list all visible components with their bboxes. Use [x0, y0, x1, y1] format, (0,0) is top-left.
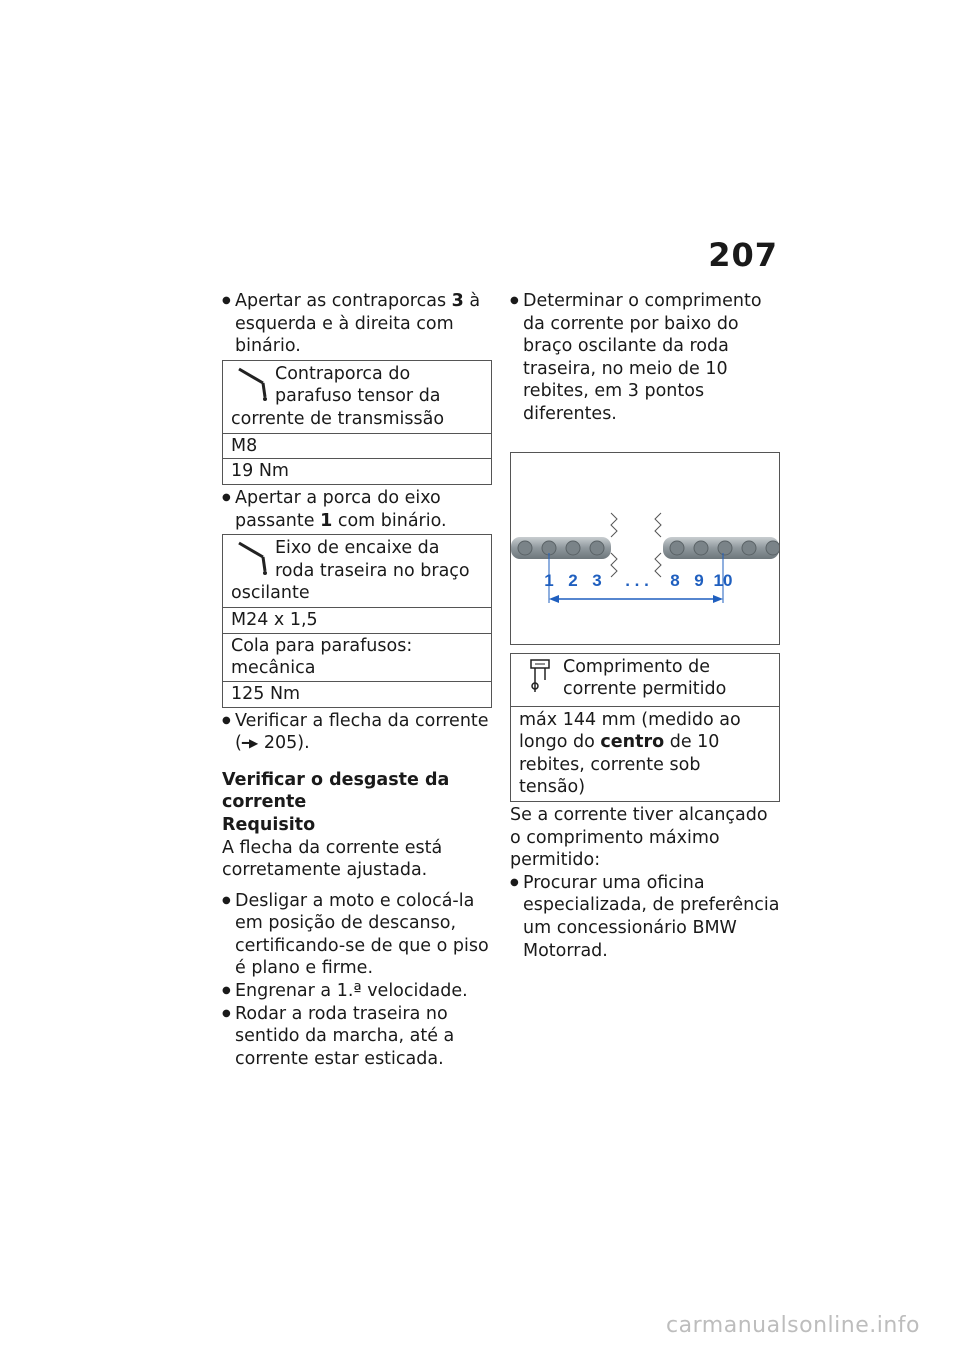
- torque-spec-table: [222, 534, 492, 707]
- section-heading: Verificar o desgaste da corrente: [222, 769, 450, 813]
- list-item: ● Apertar as contraporcas 3 à esquerda e à direita com binário.: [222, 290, 492, 358]
- spec-row: Cola para parafusos: mecânica: [223, 633, 491, 681]
- list-item: ● Rodar a roda traseira no sentido da marcha, até a corrente estar esticada.: [222, 1003, 492, 1071]
- spec-row: máx 144 mm (medido ao longo do centro de 10 rebites, corrente sob tensão): [511, 706, 779, 801]
- torque-spec-table: [222, 360, 492, 485]
- chain-length-spec-table: [510, 653, 780, 802]
- rivet-label: . . .: [625, 570, 649, 590]
- watermark: carmanualsonline.info: [666, 1313, 920, 1338]
- spec-row: 19 Nm: [223, 458, 491, 484]
- chain-illustration: [511, 453, 779, 644]
- spec-row: M24 x 1,5: [223, 607, 491, 633]
- measurement-gauge-icon: [519, 656, 561, 696]
- list-item: ● Verificar a flecha da corrente (━▶ 205).: [222, 710, 492, 755]
- page-number: 207: [708, 236, 778, 274]
- rivet-label: 9: [694, 570, 704, 590]
- spec-header: Contraporca do parafuso tensor da corrente de transmissão: [231, 363, 445, 429]
- torque-wrench-icon: [231, 537, 273, 577]
- rivet-label: 1: [544, 570, 554, 590]
- page-reference-link[interactable]: 205).: [263, 733, 310, 754]
- rivet-label: 2: [568, 570, 578, 590]
- list-item: ● Determinar o comprimento da corrente por baixo do braço oscilante da roda traseira, no meio de 10 rebites, em 3 pontos diferentes.: [510, 290, 780, 426]
- paragraph: A flecha da corrente está corretamente ajustada.: [222, 837, 443, 881]
- left-column: [222, 290, 492, 1070]
- page-reference-arrow-icon: ━▶: [241, 736, 259, 751]
- rivet-label: 10: [713, 570, 733, 590]
- paragraph: Se a corrente tiver alcançado o comprimento máximo permitido:: [510, 804, 768, 871]
- torque-wrench-icon: [231, 363, 273, 403]
- spec-header: Eixo de encaixe da roda traseira no braço oscilante: [231, 538, 470, 604]
- chain-measurement-figure: [510, 452, 780, 645]
- subheading: Requisito: [222, 814, 316, 835]
- spec-header: Comprimento de corrente permitido: [511, 654, 779, 706]
- list-item: ● Apertar a porca do eixo passante 1 com binário.: [222, 487, 492, 532]
- list-item: ● Procurar uma oficina especializada, de preferência um concessionário BMW Motorrad.: [510, 872, 780, 962]
- right-column: [510, 290, 780, 962]
- spec-row: M8: [223, 433, 491, 459]
- spec-row: 125 Nm: [223, 681, 491, 707]
- rivet-label: 8: [670, 570, 680, 590]
- rivet-label: 3: [592, 570, 602, 590]
- list-item: ● Engrenar a 1.ª velocidade.: [222, 980, 492, 1003]
- list-item: ● Desligar a moto e colocá-la em posição de descanso, certificando-se de que o piso é plano e firme.: [222, 890, 492, 980]
